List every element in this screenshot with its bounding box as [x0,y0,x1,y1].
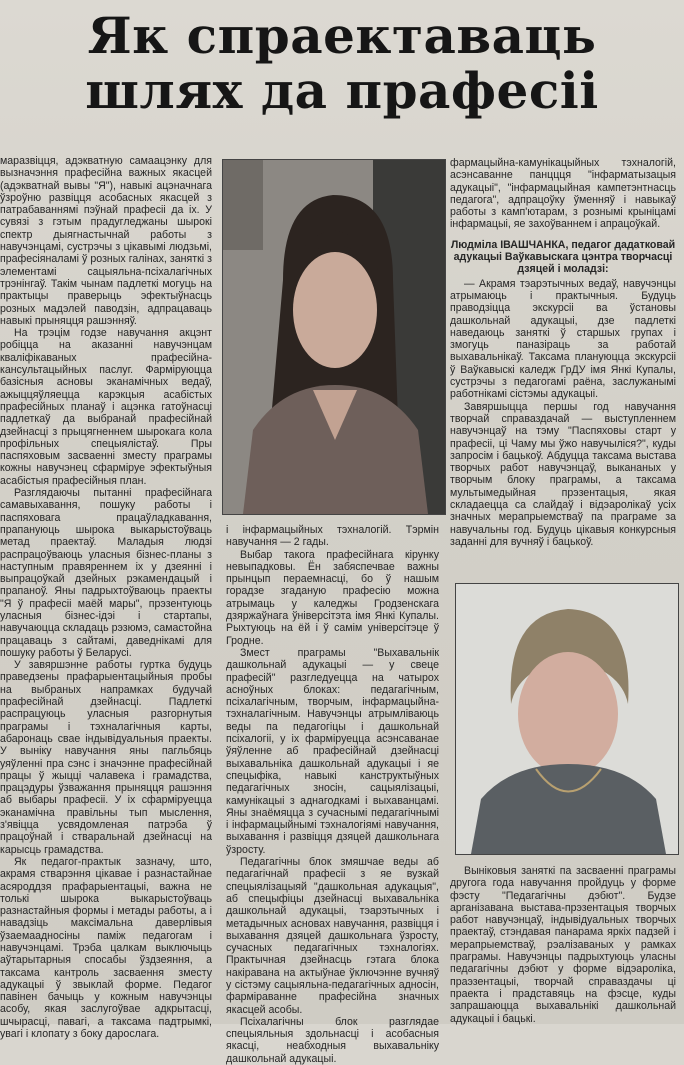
article-column-2 [226,524,439,1065]
article-headline [0,8,684,118]
column-1-paragraph: Разглядаючы пытанні прафесійнага самавыхавання, пошуку работы і паспяховага працаўладкавання, прапануюць шырока выкарыстоўваць метад праектаў. Маладыя людзі распрацоўваюць уласныя бізнес-планы з наступным правяреннем іх у дзеянні і выпрацоўкай дзейных рэкамендацый і прапаноў. Яны падрыхтоўваюць праекты "Я ў прафесіі маёй мары", прэзентуюць уласныя бізнес-ідэі і стартапы, навучаюцца складаць рэзюмэ, самастойна працаваць з сайтамі, даведнікамі для пошуку работы ў Беларусі. [0,487,212,659]
quote-paragraph: Завяршыцца першы год навучання творчай справаздачай — выступленнем навучэнцаў на тэму "Паспяховы старт у прафесіі, ці Чаму мы ўжо навучыліся?", куды запросім і бацькоў. Абдуцца таксама выстава творчых работ навучэнцаў, выкананых у творчым блоку праграмы, а таксама мультымедыйная прэзентацыя, якая складаецца са слайдаў і відэаролікаў усіх значных мерапрыемстваў па праграме за навучальны год. Будуць цікавыя конкурсныя заданні для вучняў і бацькоў. [450,400,676,548]
article-column-3-bottom [450,865,676,1025]
headline-line-2: шлях да прафесіі [85,61,599,120]
article-column-3-top [450,157,676,548]
teacher-portrait-photo-2 [455,583,679,855]
portrait-photo-icon [456,584,678,854]
column-2-paragraph: Змест праграмы "Выхавальнік дашкольнай адукацыі — у свеце прафесій" разгледуецца на чатырох асноўных блоках: педагагічным, псіхалагічным, творчым, інфармацыйна-тэхналагічным. Навучэнцы атрымліваюць веды па педагогіцы і дашкольнай псіхалогіі, у іх фарміруецца асэнсаванае ўяўленне аб прафесійнай дзейнасці выхавальніка дашкольнай адукацыі і яе спецыфіка, навыкі канструктыўных педагагічных зносін, сацыялізацыі, камунікацыі з аднагодкамі і выхаванцамі. Яны знаёмяцца з сучаснымі педагагічнымі і інфармацыйнымі тэхналогіямі навучання, выхавання і развіцця дзяцей дашкольнага ўзросту. [226,646,439,856]
column-3-paragraph: фармацыйна-камунікацыйных тэхналогій, асэнсаванне панццця "інфарматызацыя адукацыі", "інфармацыйная кампетэнтнасць педагога", адпрацоўку ўменняў і навыкаў работы з камп'ютарам, з рознымі крыніцамі інфармацыі, яе захоўваннем і апрацоўкай. [450,157,676,231]
column-2-paragraph: і інфармацыйных тэхналогій. Тэрмін навучання — 2 гады. [226,524,439,549]
column-2-paragraph: Педагагічны блок змяшчае веды аб педагагічнай прафесіі з яе вузкай спецыялізацыяй "дашкольная адукацыя", аб спецыфіцы дзейнасці выхавальніка дашкольнай адукацыі, тэарэтычных і метадычных асновах навучання, развіцця і выхавання дзяцей дашкольнага ўзросту, сучасных педагагічных тэхналогіях. Практычная дзейнасць гэтага блока накіравана на актыўнае ўключэнне вучняў у сістэму сацыяльна-педагагічных адносін, фарміраванне прафесійна значных якасцей асобы. [226,856,439,1016]
headline-line-1: Як спраектаваць [87,6,597,65]
quote-paragraph: — Акрамя тэарэтычных ведаў, навучэнцы атрымаюць і практычныя. Будуць праводзіцца экскурсіі ва ўстановы дашкольнай адукацыі, дзе падлеткі наведаюць заняткі ў старшых групах і змогуць паназіраць за работай выхавальнікаў. Таксама плануюцца экскурсіі ў Ваўкавыскі каледж ГрДУ імя Янкі Купалы, сустрэчы з педагогамі раёна, заслужанымі работнікамі сістэмы адукацыі. [450,277,676,401]
column-2-paragraph: Псіхалагічны блок разглядае спецыяльныя здольнасці і асобасныя якасці, неабходныя выхавальніку дашкольнай адукацыі. [226,1015,439,1065]
article-column-1 [0,155,212,1040]
column-1-paragraph: У завяршэнне работы гуртка будуць праведзены прафарыентацыйныя пробы на выбраных напрамках будучай прафесійнай дзейнасці. Падлеткі распрацуюць уласныя разгорнутыя праграмы і тэхналагічныя карты, абаронаць свае індывідуальныя праекты. У выніку навучання яны пагльбяць уяўленні пра сэнс і значэнне прафесійнай працы ў жыцці чалавека і грамадства, працэдуры ўзважання прыняцця рашэння аб выбары прафесіі. У іх сфарміруецца эканамічна правільны тып мыслення, з'явіцца усвядомленая патрэба ў працоўнай і стваральнай дзейнасці на карысць грамадства. [0,659,212,856]
teacher-portrait-photo-1 [222,159,446,515]
column-1-paragraph: маразвіцця, адэкватную самаацэнку для вызначэння прафесійна важных якасцей (адэкватнай вывы "Я"), навыкі ацэначнага ўзроўню развіцця асобасных якасцей з патрабаваннямі пэўнай прафесіі да іх. У сувязі з гэтым прадугледжаны шырокі спектр дыягнастычнай работы з навучэнцамі, сустрэчы з цікавымі людзьмі, прафесіяналамі ў розных галінах, заняткі з элементамі сацыяльна-псіхалагічных трэнінгаў. Такім чынам падлеткі могуць на практыцы праверыць эфектыўнасць розных мадэлей паводзін, адпрацаваць навыкі прыняцця рашэнняў. [0,155,212,327]
column-2-paragraph: Выбар такога прафесійнага кірунку невыпадковы. Ён забяспечвае важны прынцып пераемнасці, бо ў нашым горадзе згаданую прафесію можна атрымаць у каледжы Гродзенскага дзяржаўнага ўніверсітэта імя Янкі Купалы. Рыхтуюць на ёй і ў самім універсітэце ў Гродне. [226,548,439,647]
column-1-paragraph: На трэцім годзе навучання акцэнт робіцца на аказанні навучэнцам кваліфікаваных прафесійна-кансультацыйных паслуг. Фарміруюцца базісныя асновы эканамічных ведаў, ажыццяўляецца карэкцыя асабістых прафесійных планаў і ацэнка гатоўнасці падлеткаў да выбранай прафесійнай дзейнасці з прыцягненнем шырокага кола профільных спецыялістаў. Пры паспяховым засваенні зместу праграмы кожны навучэнец сфарміруе эфектыўныя асабістыя прафесійныя план. [0,327,212,487]
column-3-paragraph: Выніковыя заняткі па засваенні праграмы другога года навучання пройдуць у форме фэсту "Педагагічны дэбют". Будзе арганізавана выстава-прэзентацыя творчых работ навучэнцаў, індывідуальных творчых праектаў, стэндавая панарама яркіх падзей і мерапрыемстваў, рэалізаваных у рамках праграмы. Навучэнцы падрыхтуюць уласны педагагічны дэбют у форме відэароліка, праэзентацыі, творчай справаздачы ці праекта і прадставяць на фэсце, куды запрашаюцца выхавальнікі дашкольнай адукацыі і бацькі. [450,865,676,1025]
column-1-paragraph: Як педагог-практык зазначу, што, акрамя стварэння цікавае і разнастайнае асяроддзя прафарыентацыі, важна не толькі шырока выкарыстоўваць разнастайныя формы і метады работы, а і навадзіць максімальна даверлівыя ўзаемаадносіны паміж педагогам і навучэнцамі. Трэба цалкам выключыць аўтарытарныя спосабы ўздзеяння, а таксама кантроль засваення зместу адукацыі ў звыклай форме. Педагог павінен бачыць у кожным навучэнцы асобу, якая заслугоўвае адкрытасці, шчырасці, павагі, а таксама падтрымкі, увагі і клопату з боку дарослага. [0,855,212,1041]
quote-byline: Людміла ІВАШЧАНКА, педагог дадатковай адукацыі Ваўкавыскага цэнтра творчасці дзяцей і моладзі: [450,238,676,276]
portrait-photo-icon [223,160,445,514]
